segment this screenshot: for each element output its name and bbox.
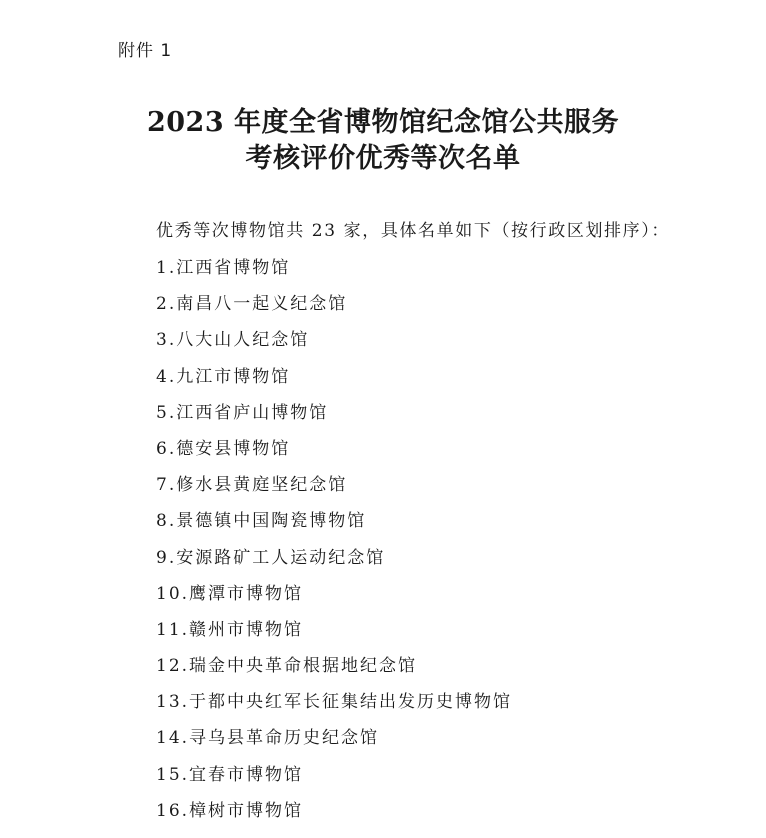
list-item: 10.鹰潭市博物馆 xyxy=(156,583,304,604)
list-item: 8.景德镇中国陶瓷博物馆 xyxy=(156,511,367,532)
museum-list xyxy=(156,256,512,835)
list-item: 3.八大山人纪念馆 xyxy=(156,330,310,351)
list-item: 2.南昌八一起义纪念馆 xyxy=(156,294,348,315)
list-item: 11.赣州市博物馆 xyxy=(156,619,304,640)
list-item: 16.樟树市博物馆 xyxy=(156,800,304,821)
list-item: 4.九江市博物馆 xyxy=(156,366,291,387)
list-item: 5.江西省庐山博物馆 xyxy=(156,402,329,423)
document-title-line-2: 考核评价优秀等次名单 xyxy=(245,143,521,174)
list-item: 9.安源路矿工人运动纪念馆 xyxy=(156,547,386,568)
document-title-line-1: 2023 年度全省博物馆纪念馆公共服务 xyxy=(146,107,620,138)
list-item: 13.于都中央红军长征集结出发历史博物馆 xyxy=(156,692,513,713)
list-item: 6.德安县博物馆 xyxy=(156,438,291,459)
list-item: 1.江西省博物馆 xyxy=(156,258,291,278)
intro-text: 优秀等次博物馆共 23 家，具体名单如下（按行政区划排序）： xyxy=(156,221,670,241)
list-item: 14.寻乌县革命历史纪念馆 xyxy=(156,728,380,749)
list-item: 15.宜春市博物馆 xyxy=(156,764,304,785)
list-item: 7.修水县黄庭坚纪念馆 xyxy=(156,475,348,496)
list-item: 12.瑞金中央革命根据地纪念馆 xyxy=(156,656,418,677)
attachment-label: 附件 1 xyxy=(118,41,173,61)
